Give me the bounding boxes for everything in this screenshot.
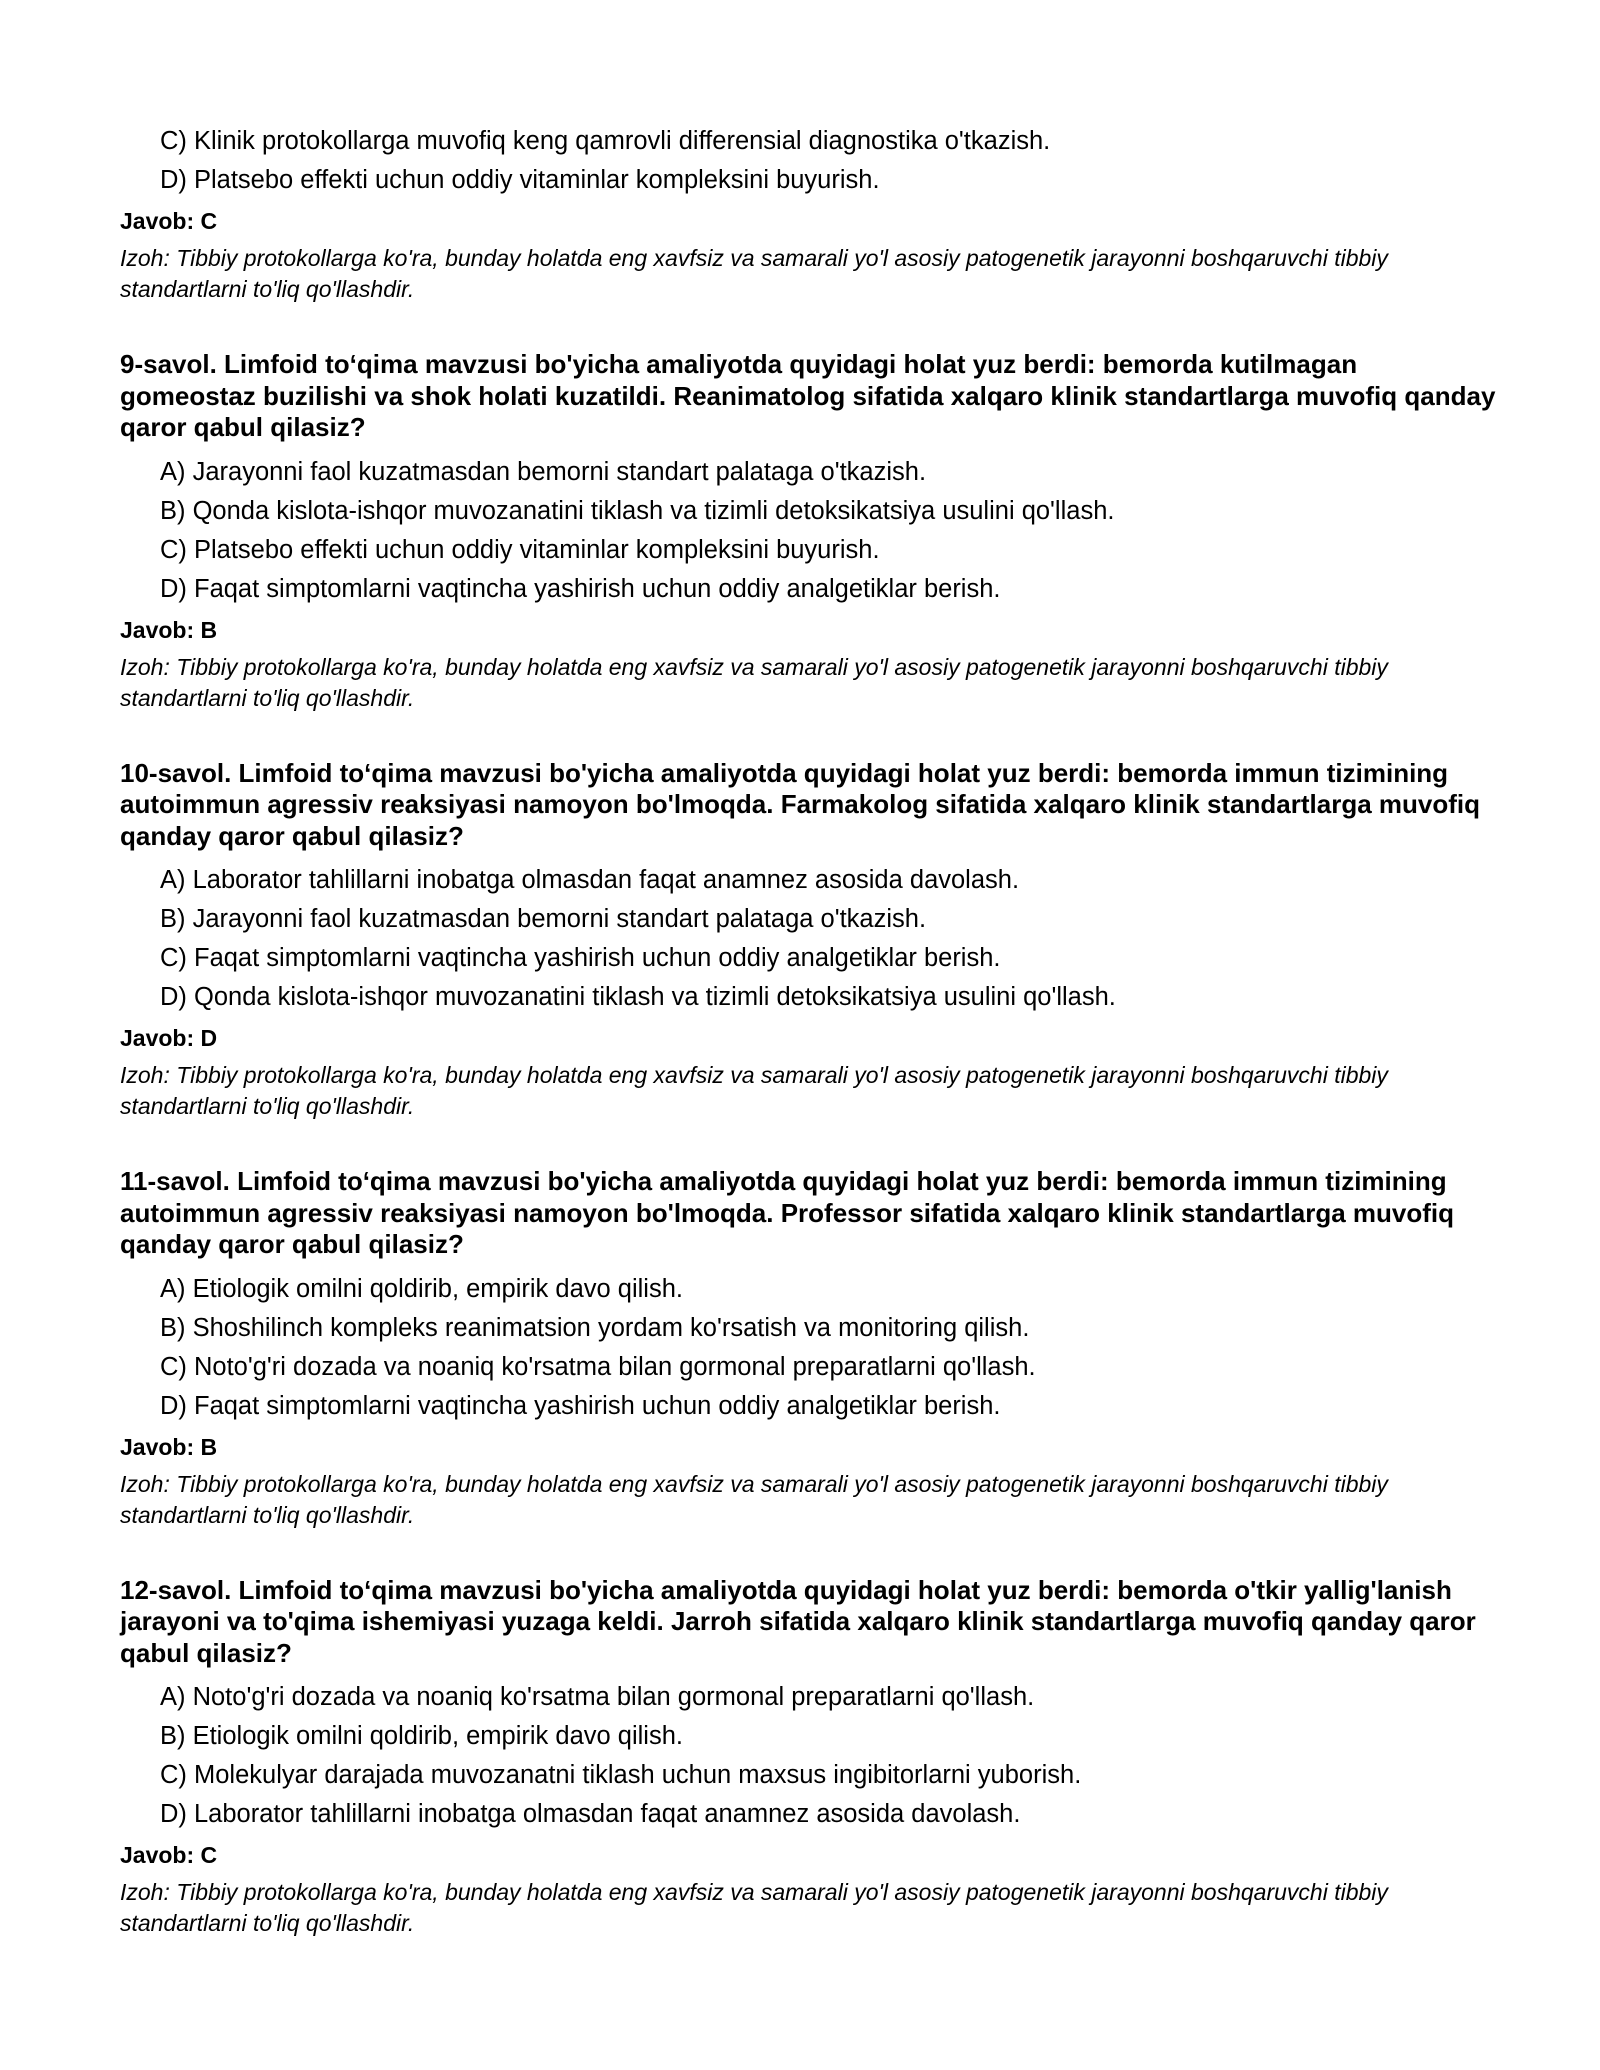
options-list — [120, 122, 1500, 200]
explanation-note: Izoh: Tibbiy protokollarga ko'ra, bunday holatda eng xavfsiz va samarali yo'l asosiy patogenetik jarayonni boshqaruvchi tibbiy standartlarni to'liq qo'llashdir. — [120, 653, 1388, 711]
question-12 — [120, 1575, 1500, 1940]
options-list — [120, 1678, 1500, 1834]
option-c: C) Molekulyar darajada muvozanatni tiklash uchun maxsus ingibitorlarni yuborish. — [160, 1761, 1082, 1789]
answer-label: Javob: D — [120, 1025, 218, 1051]
answer-label: Javob: C — [120, 1842, 218, 1868]
answer-label: Javob: B — [120, 616, 218, 643]
options-list — [120, 861, 1500, 1017]
option-a: A) Etiologik omilni qoldirib, empirik davo qilish. — [160, 1274, 683, 1303]
explanation-note: Izoh: Tibbiy protokollarga ko'ra, bunday holatda eng xavfsiz va samarali yo'l asosiy patogenetik jarayonni boshqaruvchi tibbiy standartlarni to'liq qo'llashdir. — [120, 1470, 1388, 1528]
question-text: 10-savol. Limfoid to‘qima mavzusi bo'yicha amaliyotda quyidagi holat yuz berdi: bemorda immun tizimining autoimmun agressiv reaksiyasi namoyon bo'lmoqda. Farmakolog sifatida xalqaro klinik standartlarga muvofiq qanday qaror qabul qilasiz? — [120, 757, 1481, 851]
option-a: A) Jarayonni faol kuzatmasdan bemorni standart palataga o'tkazish. — [160, 457, 927, 486]
option-b: B) Shoshilinch kompleks reanimatsion yordam ko'rsatish va monitoring qilish. — [160, 1313, 1030, 1342]
document-page — [120, 122, 1500, 1939]
answer-label: Javob: B — [120, 1433, 218, 1460]
explanation-note: Izoh: Tibbiy protokollarga ko'ra, bunday holatda eng xavfsiz va samarali yo'l asosiy patogenetik jarayonni boshqaruvchi tibbiy standartlarni to'liq qo'llashdir. — [120, 1062, 1388, 1119]
option-d: D) Laborator tahlillarni inobatga olmasdan faqat anamnez asosida davolash. — [160, 1800, 1021, 1828]
question-text: 9-savol. Limfoid to‘qima mavzusi bo'yicha amaliyotda quyidagi holat yuz berdi: bemorda kutilmagan gomeostaz buzilishi va shok holati kuzatildi. Reanimatolog sifatida xalqaro klinik standartlarga muvofiq qanday qaror qabul qilasiz? — [120, 349, 1496, 442]
option-c: C) Faqat simptomlarni vaqtincha yashirish uchun oddiy analgetiklar berish. — [160, 944, 1001, 972]
option-d: D) Faqat simptomlarni vaqtincha yashirish uchun oddiy analgetiklar berish. — [160, 1391, 1001, 1420]
question-11 — [120, 1166, 1500, 1531]
option-c: C) Noto'g'ri dozada va noaniq ko'rsatma bilan gormonal preparatlarni qo'llash. — [160, 1352, 1036, 1381]
question-text: 12-savol. Limfoid to‘qima mavzusi bo'yicha amaliyotda quyidagi holat yuz berdi: bemorda o'tkir yallig'lanish jarayoni va to'qima ishemiyasi yuzaga keldi. Jarroh sifatida xalqaro klinik standartlarga muvofiq qanday qaror qabul qilasiz? — [120, 1574, 1476, 1668]
option-a: A) Laborator tahlillarni inobatga olmasdan faqat anamnez asosida davolash. — [160, 866, 1020, 894]
option-a: A) Noto'g'ri dozada va noaniq ko'rsatma bilan gormonal preparatlarni qo'llash. — [160, 1683, 1035, 1711]
options-list — [120, 1270, 1500, 1426]
option-b: B) Jarayonni faol kuzatmasdan bemorni standart palataga o'tkazish. — [160, 905, 927, 933]
explanation-note: Izoh: Tibbiy protokollarga ko'ra, bunday holatda eng xavfsiz va samarali yo'l asosiy patogenetik jarayonni boshqaruvchi tibbiy standartlarni to'liq qo'llashdir. — [120, 1879, 1388, 1936]
question-8-continuation — [120, 122, 1500, 305]
option-c: C) Platsebo effekti uchun oddiy vitaminlar kompleksini buyurish. — [160, 535, 880, 564]
explanation-note: Izoh: Tibbiy protokollarga ko'ra, bunday holatda eng xavfsiz va samarali yo'l asosiy patogenetik jarayonni boshqaruvchi tibbiy standartlarni to'liq qo'llashdir. — [120, 245, 1388, 302]
question-10 — [120, 758, 1500, 1123]
option-b: B) Etiologik omilni qoldirib, empirik davo qilish. — [160, 1722, 683, 1750]
question-text: 11-savol. Limfoid to‘qima mavzusi bo'yicha amaliyotda quyidagi holat yuz berdi: bemorda immun tizimining autoimmun agressiv reaksiyasi namoyon bo'lmoqda. Professor sifatida xalqaro klinik standartlarga muvofiq qanday qaror qabul qilasiz? — [120, 1166, 1455, 1259]
option-c: C) Klinik protokollarga muvofiq keng qamrovli differensial diagnostika o'tkazish. — [160, 127, 1051, 155]
option-d: D) Qonda kislota-ishqor muvozanatini tiklash va tizimli detoksikatsiya usulini qo'llash. — [160, 983, 1116, 1011]
answer-label: Javob: C — [120, 208, 218, 234]
option-d: D) Faqat simptomlarni vaqtincha yashirish uchun oddiy analgetiklar berish. — [160, 574, 1001, 603]
option-d: D) Platsebo effekti uchun oddiy vitaminlar kompleksini buyurish. — [160, 166, 880, 194]
option-b: B) Qonda kislota-ishqor muvozanatini tiklash va tizimli detoksikatsiya usulini qo'llash. — [160, 496, 1115, 525]
options-list — [120, 453, 1500, 609]
question-9 — [120, 349, 1500, 714]
